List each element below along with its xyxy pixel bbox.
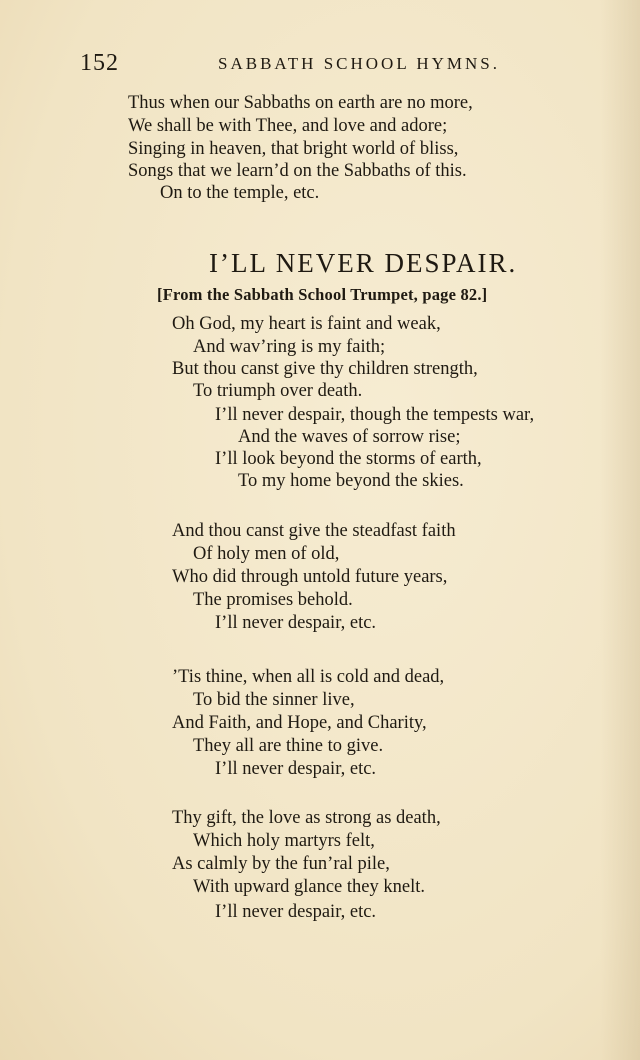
verse-line: Of holy men of old, (193, 544, 340, 564)
verse-line: Songs that we learn’d on the Sabbaths of this. (128, 161, 467, 181)
verse-line: Oh God, my heart is faint and weak, (172, 314, 441, 334)
verse-line: And thou canst give the steadfast faith (172, 521, 456, 541)
chorus-line: And the waves of sorrow rise; (238, 427, 461, 447)
chorus-line: I’ll look beyond the storms of earth, (215, 449, 482, 469)
verse-line: But thou canst give thy children strength, (172, 359, 478, 379)
hymn-title: I’LL NEVER DESPAIR. (209, 248, 518, 278)
page-header (80, 50, 550, 76)
verse-line: Thy gift, the love as strong as death, (172, 808, 441, 828)
verse-line: We shall be with Thee, and love and adore; (128, 116, 448, 136)
verse-line: And wav’ring is my faith; (193, 337, 386, 357)
verse-line: With upward glance they knelt. (193, 877, 425, 897)
hymn-source: [From the Sabbath School Trumpet, page 82.] (157, 285, 488, 304)
chorus-line: I’ll never despair, though the tempests war, (215, 405, 535, 425)
verse-line: Who did through untold future years, (172, 567, 448, 587)
chorus-line: To my home beyond the skies. (238, 471, 464, 491)
verse-line: The promises behold. (193, 590, 353, 610)
verse-line: Singing in heaven, that bright world of bliss, (128, 139, 459, 159)
page-edge-shadow (600, 0, 640, 1060)
verse-line: Thus when our Sabbaths on earth are no more, (128, 93, 473, 113)
verse-line: They all are thine to give. (193, 736, 384, 756)
verse-line: And Faith, and Hope, and Charity, (172, 713, 427, 733)
verse-line: As calmly by the fun’ral pile, (172, 854, 390, 874)
verse-line: Which holy martyrs felt, (193, 831, 375, 851)
chorus-reference: On to the temple, etc. (160, 183, 320, 203)
chorus-reference: I’ll never despair, etc. (215, 759, 377, 779)
chorus-reference: I’ll never despair, etc. (215, 902, 377, 922)
running-head: SABBATH SCHOOL HYMNS. (218, 54, 500, 73)
verse-line: ’Tis thine, when all is cold and dead, (172, 667, 445, 687)
page-number: 152 (80, 50, 119, 76)
chorus-reference: I’ll never despair, etc. (215, 613, 377, 633)
verse-line: To triumph over death. (193, 381, 363, 401)
verse-line: To bid the sinner live, (193, 690, 355, 710)
